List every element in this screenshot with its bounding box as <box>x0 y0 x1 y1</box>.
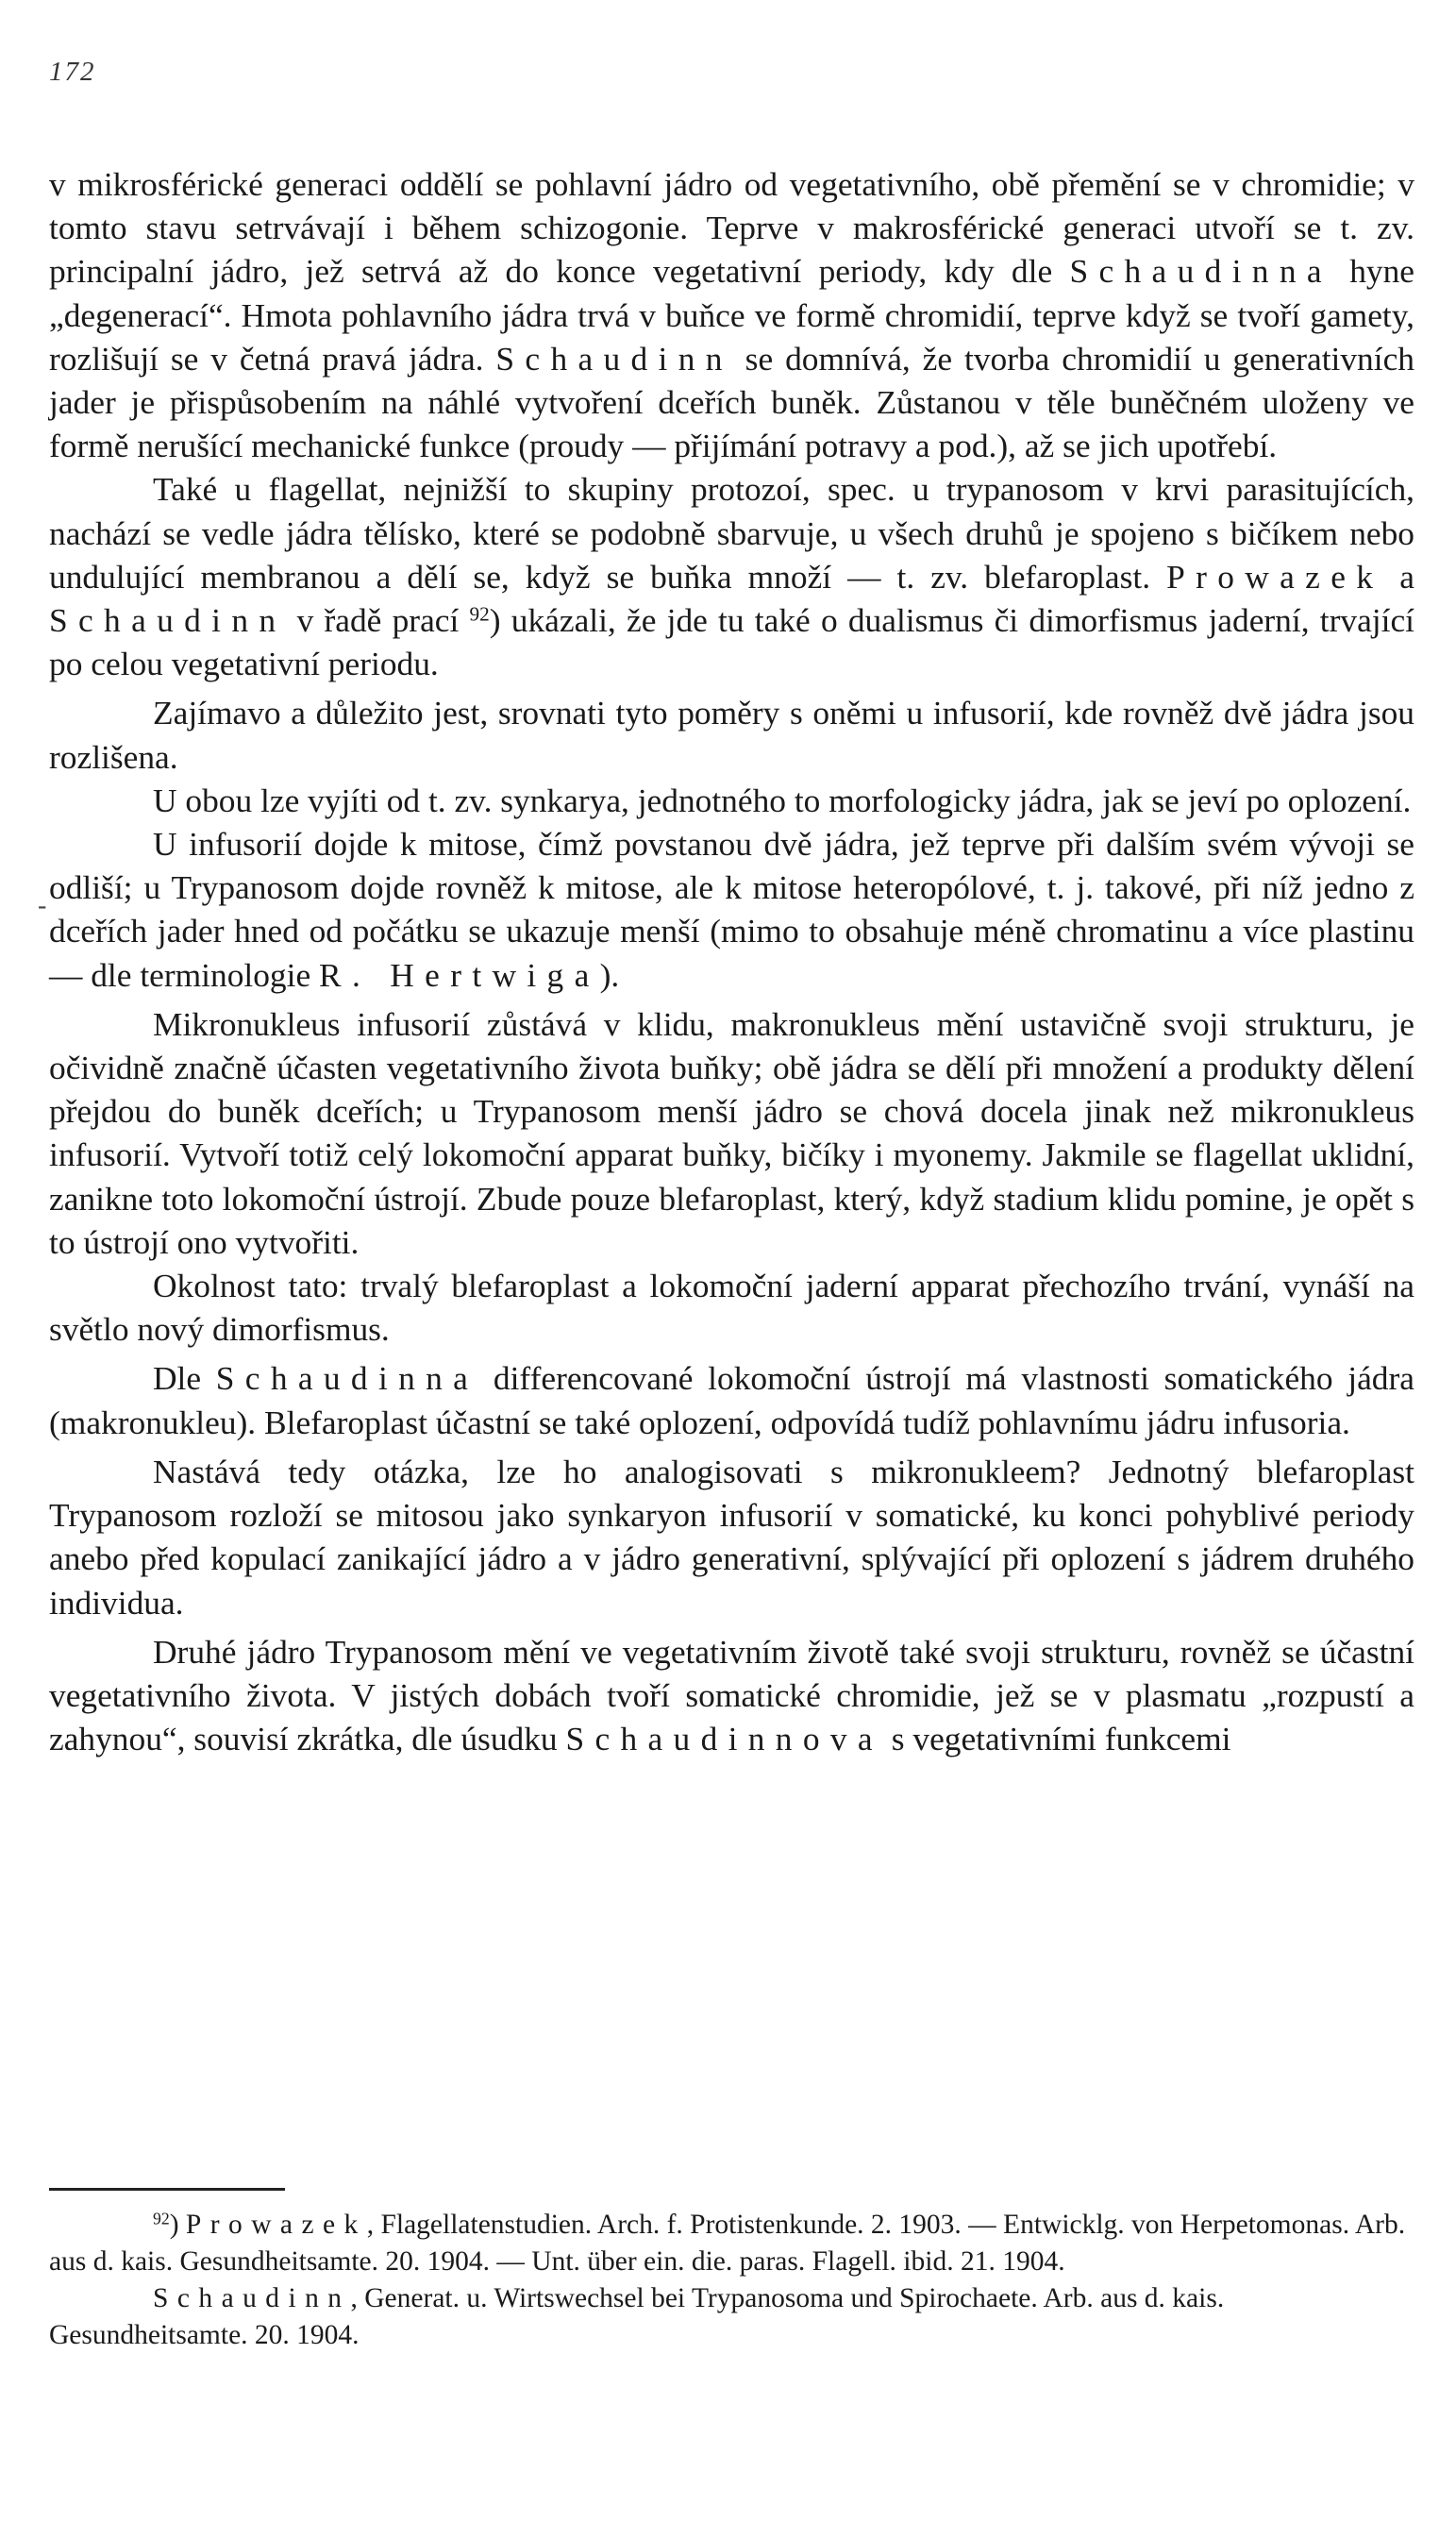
text-run: se domnívá, že tvorba chromidií u generativních jader je přispůsobením na náhlé vytvoření dceřích buněk. Zůstanou v těle buněčném uloženy ve formě nerušící mechanické funkce (proudy — přijímání potravy a pod.), až se jich upotřebí. <box>49 339 1414 465</box>
footnote-ref: 92 <box>469 602 490 626</box>
paragraph <box>49 1630 1414 1761</box>
paragraph <box>49 1356 1414 1443</box>
paragraph <box>49 1450 1414 1624</box>
text-run: s vegetativními funkcemi <box>882 1720 1231 1758</box>
spaced-name: R. Hertwiga <box>319 955 600 994</box>
footnote-rule <box>49 2188 285 2191</box>
text-run: ) <box>169 2210 186 2240</box>
footnote-ref: 92 <box>153 2209 170 2228</box>
text-run: v řadě prací <box>286 601 470 640</box>
text-run: U infusorií dojde k mitose, čímž povstanou dvě jádra, jež teprve při dalším svém vývoji se odliší; u Trypanosom dojde rovněž k mitose, ale k mitose heteropólové, t. j. takové, při níž jedno z dceřích jader hned od počátku se ukazuje menší (mimo to obsahuje méně chromatinu a více plastinu — dle terminologie <box>49 825 1414 994</box>
margin-mark: - <box>38 891 47 920</box>
spaced-name: Schaudinn <box>495 339 733 378</box>
text-run: Nastává tedy otázka, lze ho analogisovati s mikronukleem? Jednotný blefaroplast Trypanosom rozloží se mitosou jako synkaryon infusorií v somatické, ku konci pohyblivé periody anebo před kopulací zanikající jádro a v jádro generativní, splývající při oplození s jádrem druhého individua. <box>49 1452 1414 1622</box>
text-run: hyne „degenerací“. Hmota pohlavního jádra trvá v buňce ve formě chromidií, teprve když se tvoří gamety, rozlišují se v četná pravá jádra. <box>49 252 1414 378</box>
text-run: , Generat. u. Wirtswechsel bei Trypanosoma und Spirochaete. Arb. aus d. kais. Gesundheitsamte. 20. 1904. <box>49 2283 1225 2350</box>
spaced-name: Schaudinnova <box>565 1720 883 1758</box>
spaced-name: Schaudinn <box>153 2283 351 2313</box>
paragraph <box>49 691 1414 778</box>
text-run: Zajímavo a důležito jest, srovnati tyto poměry s oněmi u infusorií, kde rovněž dvě jádra jsou rozlišena. <box>49 694 1414 776</box>
text-run: a <box>1383 557 1414 596</box>
spaced-name: Prowazek <box>1166 557 1384 596</box>
text-run: Druhé jádro Trypanosom mění ve vegetativním životě také svoji strukturu, rovněž se účastní vegetativního života. V jistých dobách tvoří somatické chromidie, jež se v plasmatu „rozpustí a zahynou“, souvisí zkrátka, dle úsudku <box>49 1632 1414 1758</box>
paragraph <box>49 822 1414 997</box>
paragraph <box>49 1264 1414 1351</box>
text-run: differencované lokomoční ústrojí má vlastnosti somatického jádra (makronukleu). Blefaroplast účastní se také oplození, odpovídá tudíž pohlavnímu jádru infusoria. <box>49 1359 1414 1441</box>
text-run: v mikrosférické generaci oddělí se pohlavní jádro od vegetativního, obě přemění se v chromidie; v tomto stavu setrvávají i během schizogonie. Teprve v makrosférické generaci utvoří se t. zv. principalní jádro, jež setrvá až do konce vegetativní periody, kdy dle <box>49 165 1414 291</box>
footnote <box>49 2280 1414 2354</box>
spaced-name: Schaudinn <box>49 601 287 640</box>
footnote <box>49 2207 1414 2280</box>
text-run: Okolnost tato: trvalý blefaroplast a lokomoční jaderní apparat přechozího trvání, vynáší na světlo nový dimorfismus. <box>49 1267 1414 1349</box>
text-run: Také u flagellat, nejnižší to skupiny protozoí, spec. u trypanosom v krvi parasitujících, nachází se vedle jádra tělísko, které se podobně sbarvuje, u všech druhů je spojeno s bičíkem nebo undulující membranou a dělí se, když se buňka množí — t. zv. blefaroplast. <box>49 470 1414 596</box>
paragraph <box>49 779 1414 822</box>
spaced-name: Prowazek <box>185 2210 367 2240</box>
body-text <box>49 162 1414 1760</box>
page-number: 172 <box>49 57 96 87</box>
text-run: Mikronukleus infusorií zůstává v klidu, makronukleus mění ustavičně svoji strukturu, je očividně značně účasten vegetativního života buňky; obě jádra se dělí při množení a produkty dělení přejdou do buněk dceřích; u Trypanosom menší jádro se chová docela jinak než mikronukleus infusorií. Vytvoří totiž celý lokomoční apparat buňky, bičíky i myonemy. Jakmile se flagellat uklidní, zanikne toto lokomoční ústrojí. Zbude pouze blefaroplast, který, když stadium klidu pomine, je opět s to ústrojí ono vytvořiti. <box>49 1004 1414 1261</box>
text-run: ). <box>599 955 620 994</box>
paragraph <box>49 162 1414 467</box>
paragraph <box>49 1002 1414 1264</box>
paragraph <box>49 467 1414 685</box>
spaced-name: Schaudinna <box>215 1359 479 1398</box>
text-run: , Flagellatenstudien. Arch. f. Protistenkunde. 2. 1903. — Entwicklg. von Herpetomonas. Arb. aus d. kais. Gesundheitsamte. 20. 1904. — Unt. über ein. die. paras. Flagell. ibid. 21. 1904. <box>49 2210 1406 2277</box>
footnotes <box>49 2207 1414 2354</box>
text-run: Dle <box>153 1359 216 1398</box>
text-run: U obou lze vyjíti od t. zv. synkarya, jednotného to morfologicky jádra, jak se jeví po oplození. <box>153 781 1412 819</box>
spaced-name: Schaudinna <box>1069 252 1332 291</box>
text-run: ) ukázali, že jde tu také o dualismus či dimorfismus jaderní, trvající po celou vegetativní periodu. <box>49 601 1414 683</box>
